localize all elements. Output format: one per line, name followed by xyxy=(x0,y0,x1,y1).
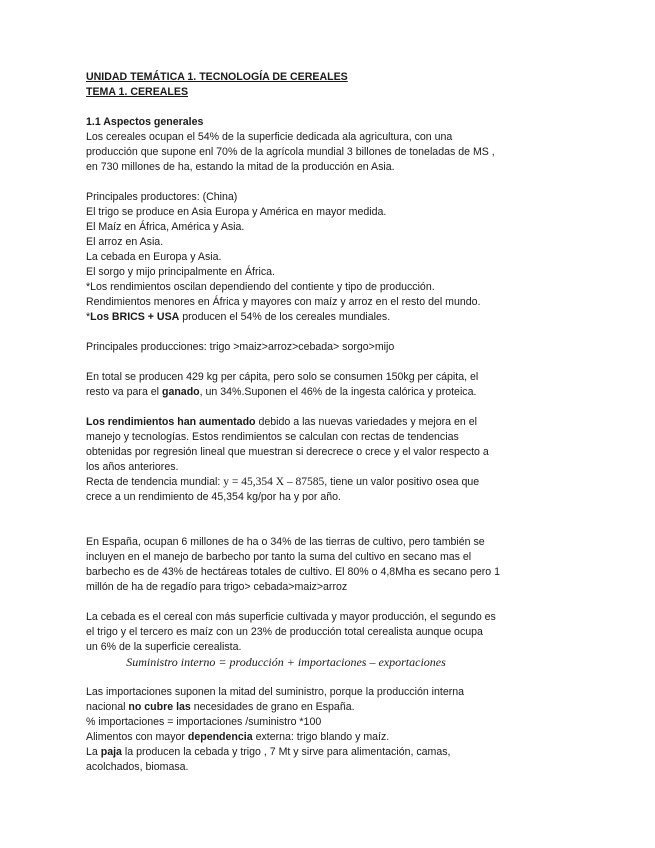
topic-title: TEMA 1. CEREALES xyxy=(86,86,189,98)
bold-text: paja xyxy=(100,746,122,758)
paragraph-line: barbecho es de 43% de hectáreas totales de cultivo. El 80% o 4,8Mha es secano pero 1 xyxy=(86,566,501,578)
paragraph-line: Rendimientos menores en África y mayores con maíz y arroz en el resto del mundo. xyxy=(86,296,481,308)
text-run: externa: trigo blando y maíz. xyxy=(252,731,390,743)
unit-title: UNIDAD TEMÁTICA 1. TECNOLOGÍA DE CEREALES xyxy=(86,71,348,83)
text-run: , tiene un valor positivo osea que xyxy=(324,476,480,488)
text-run: resto va para el xyxy=(86,386,162,398)
paragraph-line: millón de ha de regadío para trigo> cebada>maiz>arroz xyxy=(86,581,348,593)
paragraph-line xyxy=(86,730,586,745)
paragraph-line: los años anteriores. xyxy=(86,461,179,473)
paragraph-line: acolchados, biomasa. xyxy=(86,761,189,773)
bold-text: no cubre las xyxy=(128,701,191,713)
paragraph-line: El sorgo y mijo principalmente en África. xyxy=(86,266,276,278)
paragraph-line xyxy=(86,385,586,400)
paragraph-line: obtenidas por regresión lineal que muestran si derecrece o crece y el valor respecto a xyxy=(86,446,489,458)
text-run: debido a las nuevas variedades y mejora en el xyxy=(255,416,477,428)
paragraph-line: en 730 millones de ha, estando la mitad de la producción en Asia. xyxy=(86,161,395,173)
paragraph-line: El arroz en Asia. xyxy=(86,236,164,248)
paragraph-line: un 6% de la superficie cerealista. xyxy=(86,641,242,653)
text-run: necesidades de grano en España. xyxy=(190,701,355,713)
paragraph-line: El trigo se produce en Asia Europa y América en mayor medida. xyxy=(86,206,387,218)
bold-text: Los rendimientos han aumentado xyxy=(86,416,256,428)
paragraph-line xyxy=(86,415,586,430)
paragraph-line: Los cereales ocupan el 54% de la superficie dedicada ala agricultura, con una xyxy=(86,131,453,143)
trend-formula: y = 45,354 X – 87585 xyxy=(223,476,325,488)
paragraph-line: % importaciones = importaciones /suministro *100 xyxy=(86,716,322,728)
paragraph-line: La cebada en Europa y Asia. xyxy=(86,251,222,263)
section-heading: 1.1 Aspectos generales xyxy=(86,116,204,128)
paragraph-line: incluyen en el manejo de barbecho por tanto la suma del cultivo en secano mas el xyxy=(86,551,472,563)
text-run: * xyxy=(86,311,91,323)
supply-formula: Suministro interno = producción + importaciones – exportaciones xyxy=(126,655,446,669)
paragraph-line xyxy=(86,475,586,490)
paragraph-line: El Maíz en África, América y Asia. xyxy=(86,221,245,233)
text-run: nacional xyxy=(86,701,129,713)
bold-text: ganado xyxy=(161,386,200,398)
text-run: la producen la cebada y trigo , 7 Mt y sirve para alimentación, camas, xyxy=(121,746,451,758)
paragraph-line xyxy=(86,700,586,715)
paragraph-line: *Los rendimientos oscilan dependiendo del contiente y tipo de producción. xyxy=(86,281,435,293)
text-run: La xyxy=(86,746,101,758)
paragraph-line xyxy=(86,745,586,760)
text-run: producen el 54% de los cereales mundiales. xyxy=(179,311,391,323)
paragraph-line: crece a un rendimiento de 45,354 kg/por ha y por año. xyxy=(86,491,342,503)
paragraph-line: En España, ocupan 6 millones de ha o 34% de las tierras de cultivo, pero también se xyxy=(86,536,485,548)
bold-text: Los BRICS + USA xyxy=(90,311,180,323)
paragraph-line xyxy=(86,310,586,325)
bold-text: dependencia xyxy=(187,731,253,743)
document-body xyxy=(86,70,586,775)
text-run: Recta de tendencia mundial: xyxy=(86,476,224,488)
paragraph-line: La cebada es el cereal con más superficie cultivada y mayor producción, el segundo es xyxy=(86,611,496,623)
text-run: Alimentos con mayor xyxy=(86,731,188,743)
paragraph-line: Principales producciones: trigo >maiz>arroz>cebada> sorgo>mijo xyxy=(86,341,395,353)
text-run: , un 34%.Suponen el 46% de la ingesta calórica y proteica. xyxy=(199,386,477,398)
paragraph-line: En total se producen 429 kg per cápita, pero solo se consumen 150kg per cápita, el xyxy=(86,371,479,383)
paragraph-line: producción que supone enl 70% de la agrícola mundial 3 billones de toneladas de MS , xyxy=(86,146,495,158)
paragraph-line: manejo y tecnologías. Estos rendimientos se calculan con rectas de tendencias xyxy=(86,431,459,443)
paragraph-line: el trigo y el tercero es maíz con un 23% de producción total cerealista aunque ocupa xyxy=(86,626,483,638)
paragraph-line: Las importaciones suponen la mitad del suministro, porque la producción interna xyxy=(86,686,465,698)
paragraph-line: Principales productores: (China) xyxy=(86,191,238,203)
